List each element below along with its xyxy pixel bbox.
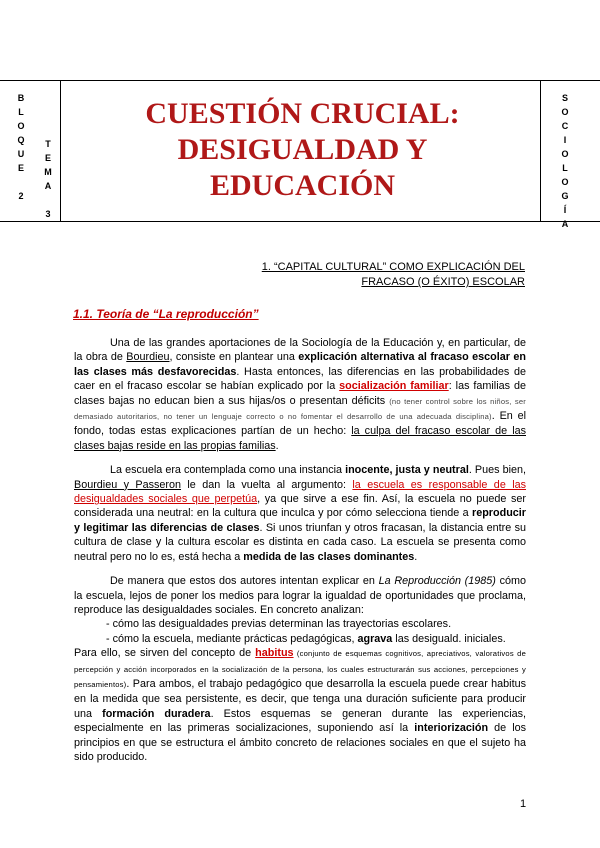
bloque-label — [14, 91, 28, 203]
subsection-heading: 1.1. Teoría de “La reproducción” — [73, 307, 259, 321]
header-divider-right — [540, 81, 541, 221]
sociologia-label — [558, 91, 572, 231]
vertical-letter: A — [44, 181, 52, 191]
vertical-letter: M — [44, 167, 52, 177]
tema-label — [41, 137, 55, 221]
vertical-letter: 3 — [45, 209, 51, 219]
paragraph-3: De manera que estos dos autores intentan explicar en La Reproducción (1985) cómo la escuela, lejos de poner los medios para lograr la igualdad de oportunidades que proclama, reproduce las desigualdades sociales. En concreto analizan: - cómo las desigualdades previas determinan las trayectorias escolares. - cómo la escuela, mediante prácticas pedagógicas, agrava las desiguald. iniciales. Para ello, se sirven del concepto de habitus (conjunto de esquemas cognitivos, apreciativos, valorativos de percepción y acción incorporados en la socialización de la persona, los cuales estructurarán sus acciones, percepciones y pensamientos). Para ambos, el trabajo pedagógico que desarrolla la escuela puede crear habitus en la medida que sea persistente, es decir, que tenga una duración suficiente para producir una formación duradera. Estos esquemas se generan durante las experiencias, especialmente en las primeras socializaciones, suponiendo así la interiorización de los principios en que se estructura el ámbito concreto de relaciones sociales en que el sujeto ha sido producido. — [74, 575, 526, 763]
vertical-letter: I — [563, 135, 567, 145]
vertical-letter: O — [561, 107, 569, 117]
title-line: DESIGUALDAD Y — [177, 133, 428, 166]
vertical-letter: G — [561, 191, 569, 201]
vertical-letter: U — [17, 149, 25, 159]
list-item: - cómo las desigualdades previas determinan las trayectorias escolares. — [106, 618, 452, 631]
section-heading — [215, 260, 525, 290]
vertical-letter: L — [18, 107, 24, 117]
paragraph-2: La escuela era contemplada como una instancia inocente, justa y neutral. Pues bien, Bourdieu y Passeron le dan la vuelta al argumento: la escuela es responsable de las desigualdades sociales que perpetúa, ya que sirve a ese fin. Así, la escuela no puede ser considerada una neutral: en la cultura que inculca y por cómo selecciona tiende a reproducir y legitimar las diferencias de clases. Si unos triunfan y otros fracasan, la distancia entre su cultura de clase y la cultura escolar es distinta en cada caso. La escuela se presenta como neutral pero no lo es, está hecha a medida de las clases dominantes. — [74, 464, 527, 563]
vertical-letter: C — [561, 121, 569, 131]
vertical-letter: S — [561, 93, 568, 103]
header-box — [0, 80, 600, 229]
vertical-letter: E — [17, 163, 24, 173]
vertical-letter: O — [17, 121, 25, 131]
page-title — [105, 96, 500, 204]
vertical-letter: 2 — [18, 191, 24, 201]
vertical-letter: B — [17, 93, 25, 103]
vertical-letter: O — [561, 177, 569, 187]
vertical-letter: T — [45, 139, 51, 149]
vertical-letter: Í — [563, 205, 567, 215]
vertical-letter: O — [561, 149, 569, 159]
vertical-letter: A — [561, 219, 569, 229]
paragraph-1: Una de las grandes aportaciones de la Sociología de la Educación y, en particular, de la obra de Bourdieu, consiste en plantear una explicación alternativa al fracaso escolar en las clases más desfavorecidas. Hasta entonces, las diferencias en las probabilidades de caer en el fracaso escolar se habían explicado por la socialización familiar: las familias de clases bajas no educan bien a sus hijas/os o presentan déficits (no tener control sobre los niños, ser demasiado autoritarios, no tener un lenguaje correcto o no fomentar el desarrollo de una adecuada disciplina). En el fondo, todas estas explicaciones partían de un hecho: la culpa del fracaso escolar de las clases bajas reside en las propias familias. — [74, 337, 527, 452]
page-number: 1 — [520, 798, 527, 810]
vertical-letter: L — [562, 163, 568, 173]
vertical-letter: Q — [17, 135, 25, 145]
title-line: CUESTIÓN CRUCIAL: — [145, 97, 460, 130]
header-divider-left — [60, 81, 61, 221]
body-text — [74, 336, 526, 774]
section-heading-line: FRACASO (O ÉXITO) ESCOLAR — [361, 276, 525, 288]
title-line: EDUCACIÓN — [209, 169, 395, 202]
section-heading-line: 1. “CAPITAL CULTURAL” COMO EXPLICACIÓN DEL — [261, 261, 525, 273]
list-item: - cómo la escuela, mediante prácticas pedagógicas, agrava las desiguald. iniciales. — [106, 632, 506, 645]
vertical-letter: E — [44, 153, 51, 163]
